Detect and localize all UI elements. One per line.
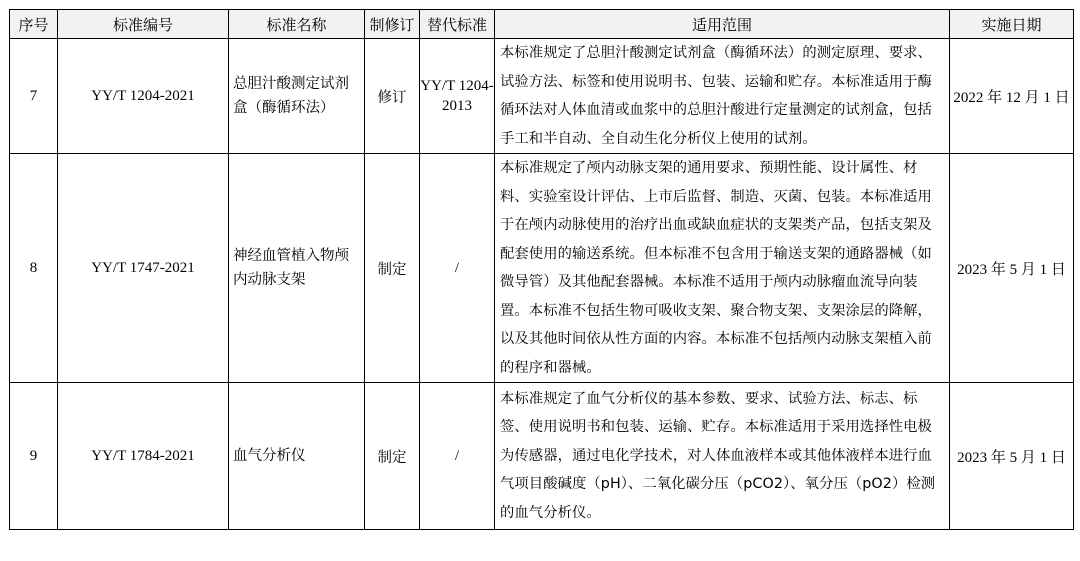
cell-date: 2023 年 5 月 1 日: [950, 383, 1074, 530]
cell-type: 制定: [365, 383, 420, 530]
cell-name: 血气分析仪: [229, 383, 365, 530]
cell-replaces: /: [420, 154, 495, 383]
cell-date: 2023 年 5 月 1 日: [950, 154, 1074, 383]
cell-date: 2022 年 12 月 1 日: [950, 39, 1074, 154]
cell-type: 制定: [365, 154, 420, 383]
header-code: 标准编号: [58, 10, 229, 39]
header-name: 标准名称: [229, 10, 365, 39]
standards-table: [9, 9, 1074, 530]
cell-code: YY/T 1747-2021: [58, 154, 229, 383]
header-type: 制修订: [365, 10, 420, 39]
cell-seq: 8: [10, 154, 58, 383]
cell-name: 总胆汁酸测定试剂盒（酶循环法）: [229, 39, 365, 154]
cell-scope: 本标准规定了血气分析仪的基本参数、要求、试验方法、标志、标签、使用说明书和包装、运输、贮存。本标准适用于采用选择性电极为传感器，通过电化学技术，对人体血液样本或其他体液样本进行血气项目酸碱度（pH）、二氧化碳分压（pCO2）、氧分压（pO2）检测的血气分析仪。: [495, 383, 950, 530]
cell-type: 修订: [365, 39, 420, 154]
cell-seq: 9: [10, 383, 58, 530]
cell-seq: 7: [10, 39, 58, 154]
header-date: 实施日期: [950, 10, 1074, 39]
cell-code: YY/T 1784-2021: [58, 383, 229, 530]
table-row: [10, 154, 1074, 383]
table-row: [10, 39, 1074, 154]
header-replaces: 替代标准: [420, 10, 495, 39]
header-scope: 适用范围: [495, 10, 950, 39]
cell-replaces: YY/T 1204-2013: [420, 39, 495, 154]
cell-replaces: /: [420, 383, 495, 530]
header-seq: 序号: [10, 10, 58, 39]
cell-scope: 本标准规定了总胆汁酸测定试剂盒（酶循环法）的测定原理、要求、试验方法、标签和使用说明书、包装、运输和贮存。本标准适用于酶循环法对人体血清或血浆中的总胆汁酸进行定量测定的试剂盒，包括手工和半自动、全自动生化分析仪上使用的试剂。: [495, 39, 950, 154]
cell-code: YY/T 1204-2021: [58, 39, 229, 154]
cell-name: 神经血管植入物颅内动脉支架: [229, 154, 365, 383]
table-row: [10, 383, 1074, 530]
cell-scope: 本标准规定了颅内动脉支架的通用要求、预期性能、设计属性、材料、实验室设计评估、上市后监督、制造、灭菌、包装。本标准适用于在颅内动脉使用的治疗出血或缺血症状的支架类产品，包括支架及配套使用的输送系统。但本标准不包含用于输送支架的通路器械（如微导管）及其他配套器械。本标准不适用于颅内动脉瘤血流导向装置。本标准不包括生物可吸收支架、聚合物支架、支架涂层的降解，以及其他时间依从性方面的内容。本标准不包括颅内动脉支架植入前的程序和器械。: [495, 154, 950, 383]
header-row: [10, 10, 1074, 39]
